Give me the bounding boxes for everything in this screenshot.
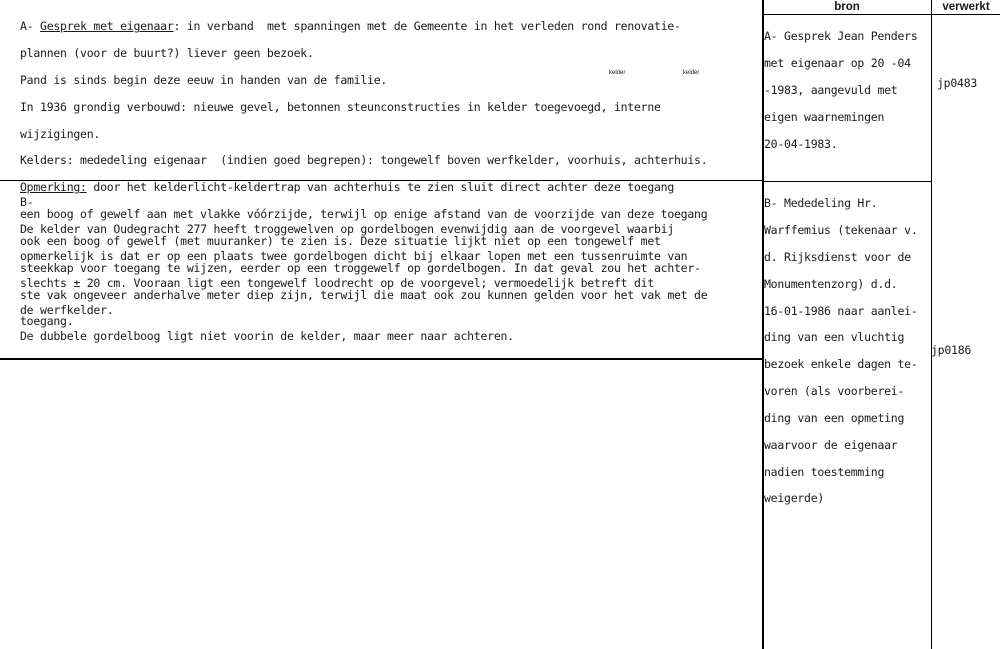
bron-a-line: met eigenaar op 20 -04 bbox=[764, 56, 911, 71]
bron-a-line: A- Gesprek Jean Penders bbox=[764, 29, 918, 44]
main-a-line: Kelders: mededeling eigenaar (indien goed begrepen): tongewelf boven werfkelder, voorhuis, achterhuis. bbox=[20, 153, 708, 168]
bron-b-line: B- Mededeling Hr. bbox=[764, 196, 878, 211]
main-b-line: B- bbox=[20, 195, 34, 210]
main-a-line: Opmerking: door het kelderlicht-keldertrap van achterhuis te zien sluit direct achter deze toegang bbox=[20, 180, 675, 195]
main-a-line: ste vak ongeveer anderhalve meter diep zijn, terwijl die maat ook zou kunnen gelden voor het vak met de bbox=[20, 287, 708, 302]
bron-b-line: Warffemius (tekenaar v. bbox=[764, 223, 918, 238]
bron-a-line: eigen waarnemingen bbox=[764, 109, 885, 124]
main-a-line: steekkap voor toegang te wijzen, eerder op een troggewelf op gordelbogen. In dat geval zou het achter- bbox=[20, 260, 701, 275]
bron-section-a bbox=[764, 17, 918, 164]
bron-b-line: waarvoor de eigenaar bbox=[764, 437, 898, 452]
main-b-line: De dubbele gordelboog ligt niet voorin de kelder, maar meer naar achteren. bbox=[20, 329, 514, 344]
main-a-line: een boog of gewelf aan met vlakke vóórzijde, terwijl op enige afstand van de voorzijde van deze toegang bbox=[20, 207, 708, 222]
main-b-line: de werfkelder. bbox=[20, 302, 114, 317]
main-a-line: Pand is sinds begin deze eeuw in handen van de familie. bbox=[20, 73, 388, 88]
main-a-line: A- Gesprek met eigenaar: in verband met spanningen met de Gemeente in het verleden rond renovatie- bbox=[20, 19, 681, 34]
header-bottom-rule bbox=[762, 14, 1000, 15]
section-b-rule-main bbox=[0, 358, 762, 360]
verwerkt-code-b: jp0186 bbox=[931, 343, 972, 357]
bron-b-line: weigerde) bbox=[764, 491, 825, 506]
handwritten-kelder-note: kelder bbox=[609, 70, 626, 76]
column-divider-bron-verwerkt bbox=[931, 0, 932, 649]
bron-a-line: -1983, aangevuld met bbox=[764, 83, 898, 98]
bron-b-line: nadien toestemming bbox=[764, 464, 885, 479]
bron-a-line: 20-04-1983. bbox=[764, 136, 838, 151]
section-a-rule-bron bbox=[762, 181, 932, 182]
bron-b-line: d. Rijksdienst voor de bbox=[764, 250, 911, 265]
handwritten-kelder-note: kelder bbox=[683, 70, 700, 76]
main-a-line: In 1936 grondig verbouwd: nieuwe gevel, betonnen steunconstructies in kelder toegevoegd, interne bbox=[20, 99, 661, 114]
header-verwerkt: verwerkt bbox=[942, 1, 990, 13]
main-a-line: ook een boog of gewelf (met muuranker) te zien is. Deze situatie lijkt niet op een tongewelf met bbox=[20, 233, 661, 248]
bron-b-line: voren (als voorberei- bbox=[764, 384, 905, 399]
bron-b-line: ding van een vluchtig bbox=[764, 330, 905, 345]
bron-section-b bbox=[764, 184, 918, 519]
main-b-line: opmerkelijk is dat er op een plaats twee gordelbogen dicht bij elkaar lopen met een tussenruimte van bbox=[20, 249, 688, 264]
bron-b-line: Monumentenzorg) d.d. bbox=[764, 276, 898, 291]
bron-b-line: ding van een opmeting bbox=[764, 410, 905, 425]
main-b-line: slechts ± 20 cm. Vooraan ligt een tongewelf loodrecht op de voorgevel; vermoedelijk betreft dit bbox=[20, 275, 654, 290]
verwerkt-code-a: jp0483 bbox=[937, 76, 978, 90]
main-section-b bbox=[20, 183, 687, 357]
bron-b-line: bezoek enkele dagen te- bbox=[764, 357, 918, 372]
main-a-line: plannen (voor de buurt?) liever geen bezoek. bbox=[20, 46, 314, 61]
main-a-line: wijzigingen. bbox=[20, 126, 101, 141]
main-b-line: De kelder van Oudegracht 277 heeft troggewelven op gordelbogen evenwijdig aan de voorgevel waarbij bbox=[20, 222, 675, 237]
main-a-line: toegang. bbox=[20, 314, 74, 329]
bron-b-line: 16-01-1986 naar aanlei- bbox=[764, 303, 918, 318]
header-bron: bron bbox=[834, 1, 860, 13]
